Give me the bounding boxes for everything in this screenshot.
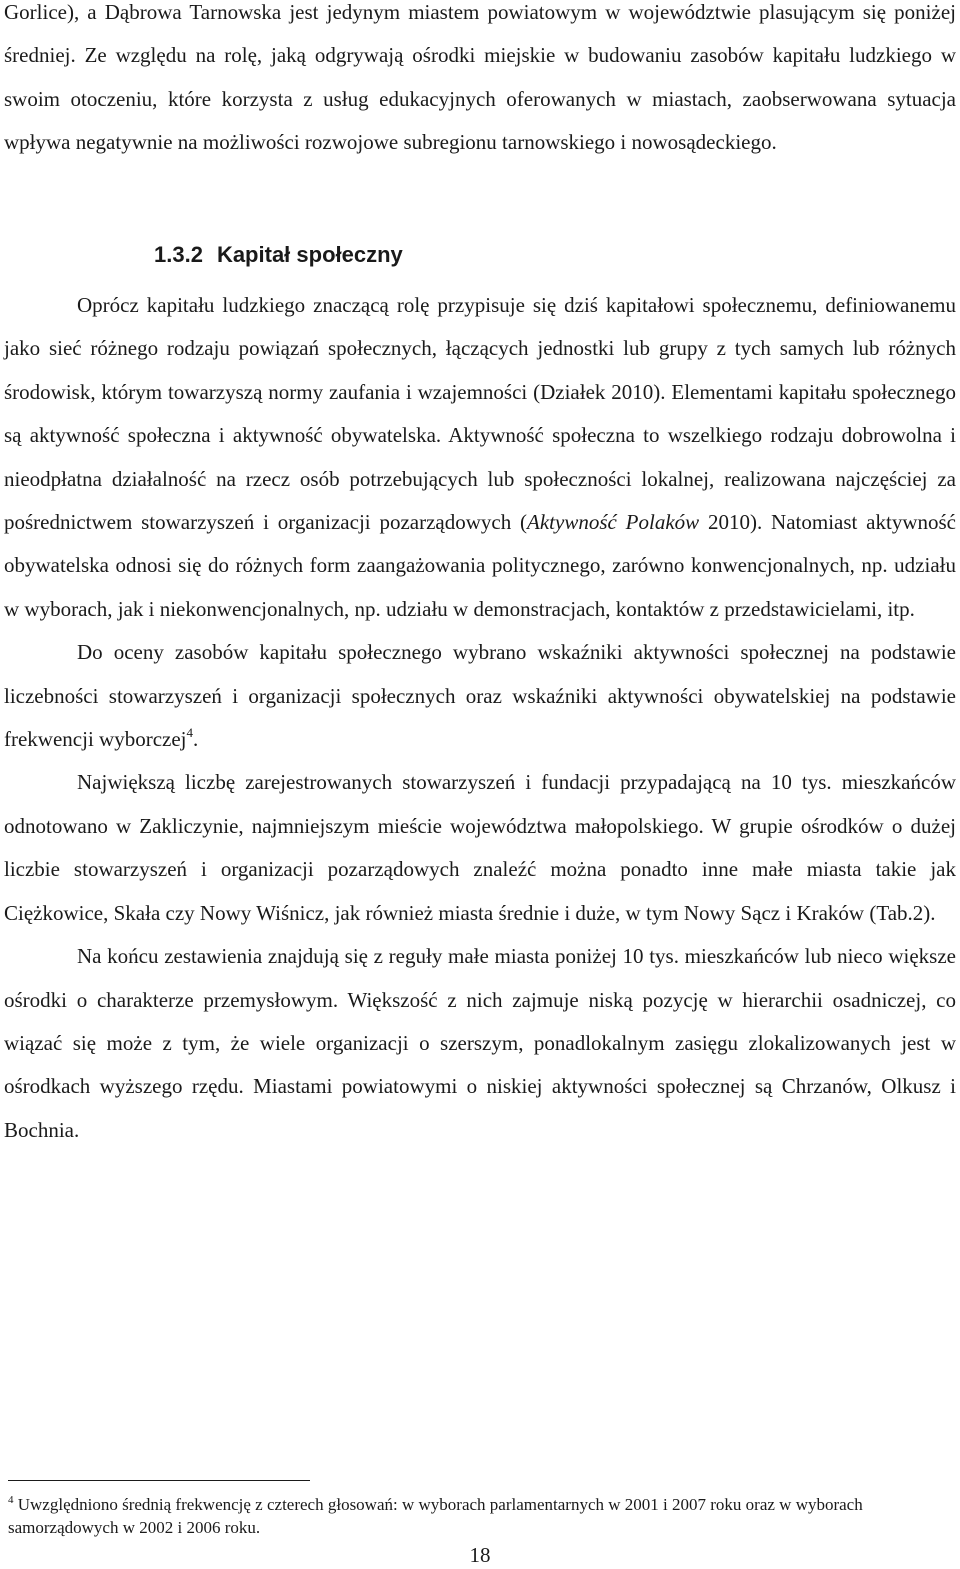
citation-italic: Aktywność Polaków [527,510,700,535]
footnote [8,1493,960,1539]
paragraph-indicators [4,631,956,761]
footnote-separator [8,1480,310,1481]
paragraph-social-capital [4,284,956,631]
page-number: 18 [469,1543,491,1567]
paragraph-text: Oprócz kapitału ludzkiego znaczącą rolę przypisuje się dziś kapitałowi społecznemu, definiowanemu jako sieć różnego rodzaju powiązań społecznych, łączących jednostki lub grupy z tych samych lub różnych środowisk, którym towarzyszą normy zaufania i wzajemności (Działek 2010). Elementami kapitału społecznego są aktywność społeczna i aktywność obywatelska. Aktywność społeczna to wszelkiego rodzaju dobrowolna i nieodpłatna działalność na rzecz osób potrzebujących lub społeczności lokalnej, realizowana najczęściej za pośrednictwem stowarzyszeń i organizacji pozarządowych ( [4,293,956,535]
footnote-reference[interactable]: 4 [186,725,193,741]
footnote-number: 4 [8,1494,14,1506]
paragraph-text: Do oceny zasobów kapitału społecznego wybrano wskaźniki aktywności społecznej na podstawie liczebności stowarzyszeń i organizacji społecznych oraz wskaźniki aktywności obywatelskiej na podstawie frekwencji wyborczej [4,640,956,752]
footnote-text: Uwzględniono średnią frekwencję z czterech głosowań: w wyborach parlamentarnych w 2001 i 2007 roku oraz w wyborach samorządowych w 2002 i 2006 roku. [8,1495,863,1537]
section-body [4,284,956,1152]
section-title: Kapitał społeczny [216,242,403,267]
section-number: 1.3.2 [154,242,203,267]
paragraph-ranking-end: Na końcu zestawienia znajdują się z reguły małe miasta poniżej 10 tys. mieszkańców lub nieco większe ośrodki o charakterze przemysłowym. Większość z nich zajmuje niską pozycję w hierarchii osadniczej, co wiązać się może z tym, że wiele organizacji o szerszym, ponadlokalnym zasięgu zlokalizowanych jest w ośrodkach wyższego rzędu. Miastami powiatowymi o niskiej aktywności społecznej są Chrzanów, Olkusz i Bochnia. [4,944,956,1142]
paragraph-associations: Największą liczbę zarejestrowanych stowarzyszeń i fundacji przypadającą na 10 tys. mieszkańców odnotowano w Zakliczynie, najmniejszym mieście województwa małopolskiego. W grupie ośrodków o dużej liczbie stowarzyszeń i organizacji pozarządowych znaleźć można ponadto inne małe miasta takie jak Ciężkowice, Skała czy Nowy Wiśnicz, jak również miasta średnie i duże, w tym Nowy Sącz i Kraków (Tab.2). [4,770,956,925]
section-heading [154,240,403,270]
paragraph-text: 2010). Natomiast aktywność obywatelska odnosi się do różnych form zaangażowania politycznego, zarówno konwencjonalnych, np. udziału w wyborach, jak i niekonwencjonalnych, np. udziału w demonstracjach, kontaktów z przedstawicielami, itp. [4,510,956,621]
intro-paragraph: Gorlice), a Dąbrowa Tarnowska jest jedynym miastem powiatowym w województwie plasującym się poniżej średniej. Ze względu na rolę, jaką odgrywają ośrodki miejskie w budowaniu zasobów kapitału ludzkiego w swoim otoczeniu, które korzysta z usług edukacyjnych oferowanych w miastach, zaobserwowana sytuacja wpływa negatywnie na możliwości rozwojowe subregionu tarnowskiego i nowosądeckiego. [4,0,956,155]
paragraph-text: . [193,727,199,752]
